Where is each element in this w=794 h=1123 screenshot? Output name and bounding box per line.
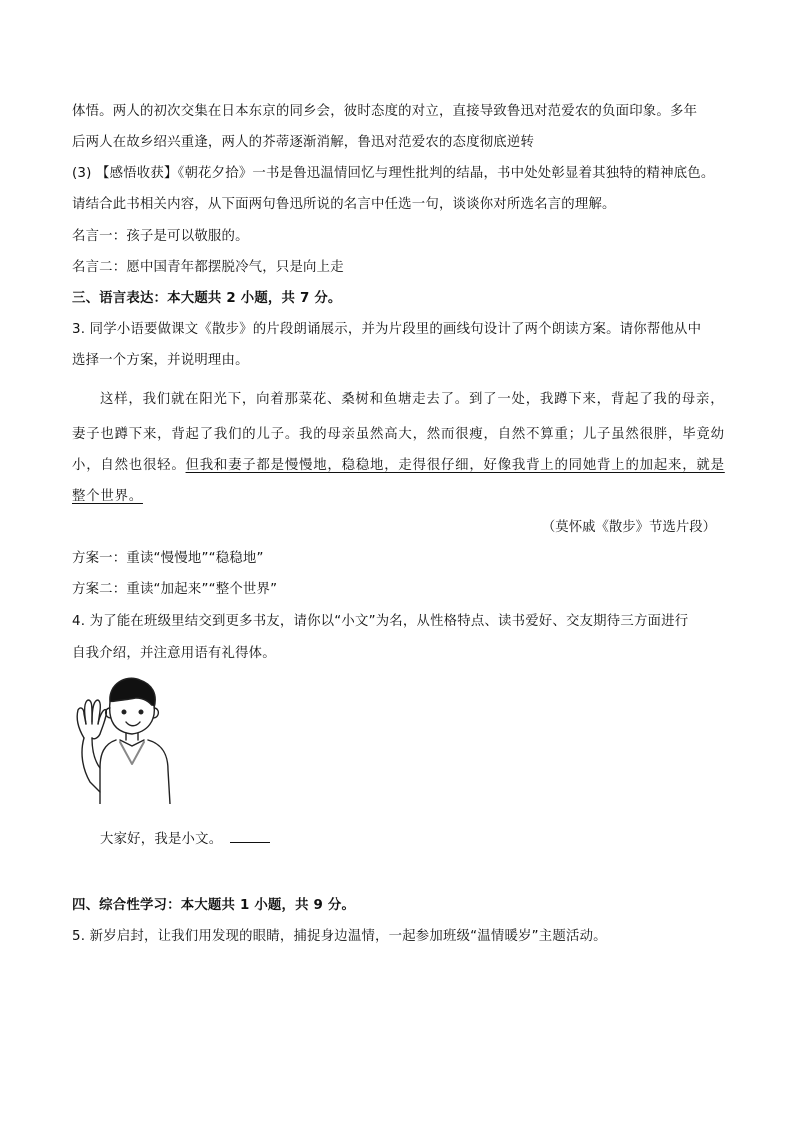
question-3-line-1: 3. 同学小语要做课文《散步》的片段朗诵展示，并为片段里的画线句设计了两个朗读方案。请你帮他从中 <box>72 322 702 337</box>
waving-boy-illustration <box>70 672 182 804</box>
section-four-heading: 四、综合性学习：本大题共 1 小题，共 9 分。 <box>72 898 356 913</box>
answer-blank[interactable] <box>230 828 270 843</box>
plan-two: 方案二：重读“加起来”“整个世界” <box>72 582 278 597</box>
passage-line-2: 妻子也蹲下来，背起了我们的儿子。我的母亲虽然高大，然而很瘦，自然不算重；儿子虽然很胖，毕竟幼 <box>72 427 725 442</box>
q3-part-line-1: (3) 【感悟收获】《朝花夕拾》一书是鲁迅温情回忆与理性批判的结晶，书中处处彰显着其独特的精神底色。 <box>72 166 715 181</box>
passage-line-1: 这样，我们就在阳光下，向着那菜花、桑树和鱼塘走去了。到了一处，我蹲下来，背起了我的母亲， <box>100 392 725 407</box>
passage-source: （莫怀戚《散步》节选片段） <box>541 520 716 535</box>
passage-underlined-sentence: 但我和妻子都是慢慢地，稳稳地，走得很仔细，好像我背上的同她背上的加起来，就是 <box>185 458 725 473</box>
q3-part-line-2: 请结合此书相关内容，从下面两句鲁迅所说的名言中任选一句，谈谈你对所选名言的理解。 <box>72 197 616 212</box>
question-5-line-1: 5. 新岁启封，让我们用发现的眼睛，捕捉身边温情，一起参加班级“温情暖岁”主题活动。 <box>72 929 607 944</box>
passage-line-4 <box>72 487 722 507</box>
waving-boy-drawing <box>70 672 182 804</box>
quote-one: 名言一：孩子是可以敬服的。 <box>72 229 249 244</box>
self-intro-answer-line <box>100 828 760 850</box>
intro-line-2: 后两人在故乡绍兴重逢，两人的芥蒂逐渐消解，鲁迅对范爱农的态度彻底逆转 <box>72 135 535 150</box>
question-3-line-2: 选择一个方案，并说明理由。 <box>72 353 249 368</box>
passage-line-3 <box>72 456 725 476</box>
passage-underlined-end: 整个世界。 <box>72 489 143 504</box>
question-4-line-2: 自我介绍，并注意用语有礼得体。 <box>72 646 276 661</box>
quote-two: 名言二：愿中国青年都摆脱冷气，只是向上走 <box>72 260 344 275</box>
self-intro-prefix: 大家好，我是小文。 <box>100 832 223 847</box>
plan-one: 方案一：重读“慢慢地”“稳稳地” <box>72 551 264 566</box>
section-three-heading: 三、语言表达：本大题共 2 小题，共 7 分。 <box>72 291 342 306</box>
intro-line-1: 体悟。两人的初次交集在日本东京的同乡会，彼时态度的对立，直接导致鲁迅对范爱农的负面印象。多年 <box>72 104 698 119</box>
passage-line-3-plain: 小，自然也很轻。 <box>72 458 186 473</box>
question-4-line-1: 4. 为了能在班级里结交到更多书友，请你以“小文”为名，从性格特点、读书爱好、交友期待三方面进行 <box>72 614 689 629</box>
